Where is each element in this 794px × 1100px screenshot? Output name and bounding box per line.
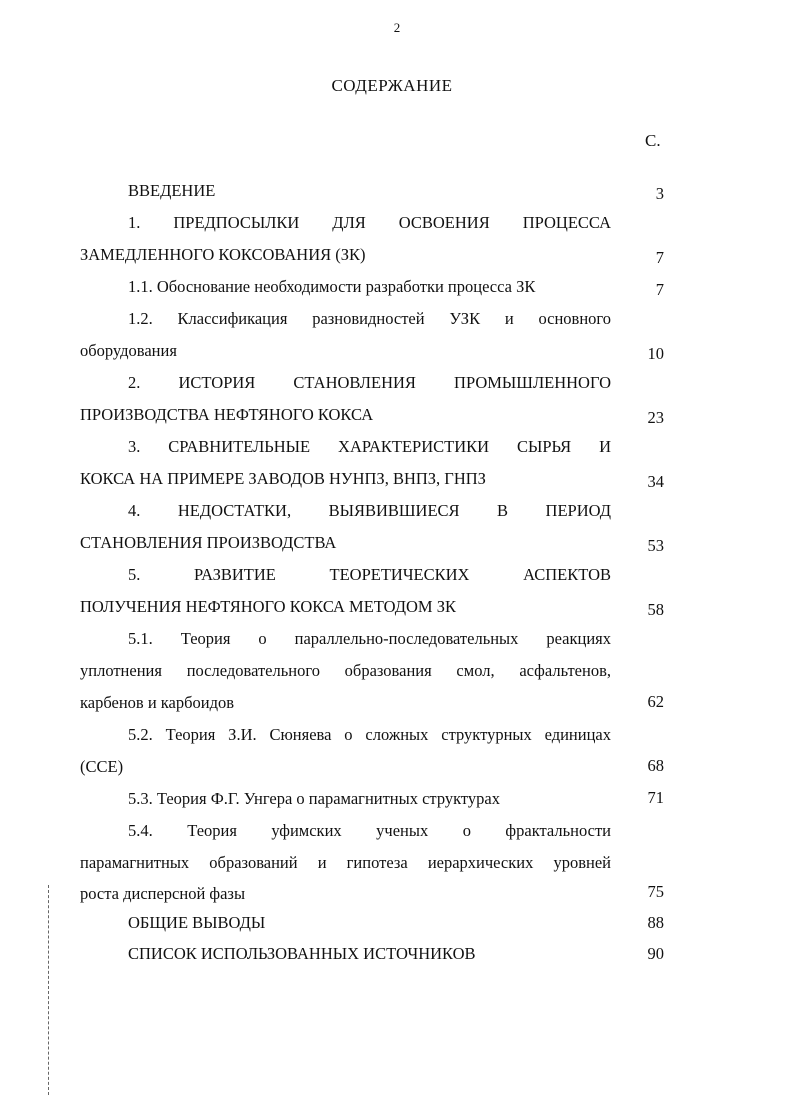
toc-entry-line: 3. СРАВНИТЕЛЬНЫЕ ХАРАКТЕРИСТИКИ СЫРЬЯ И bbox=[128, 437, 611, 456]
toc-entry-line: карбенов и карбоидов bbox=[80, 693, 235, 712]
toc-entry-line: ПОЛУЧЕНИЯ НЕФТЯНОГО КОКСА МЕТОДОМ ЗК bbox=[80, 597, 456, 616]
toc-entry-line: СПИСОК ИСПОЛЬЗОВАННЫХ ИСТОЧНИКОВ bbox=[128, 944, 476, 963]
toc-entry-line: 1. ПРЕДПОСЫЛКИ ДЛЯ ОСВОЕНИЯ ПРОЦЕССА bbox=[128, 213, 611, 232]
toc-entry-line: уплотнения последовательного образования смол, асфальтенов, bbox=[80, 661, 611, 680]
toc-entry-line: (ССЕ) bbox=[80, 757, 124, 776]
page-title: СОДЕРЖАНИЕ bbox=[331, 76, 453, 95]
toc-page-number: 7 bbox=[655, 280, 664, 299]
toc-entry-line: 1.2. Классификация разновидностей УЗК и основного bbox=[128, 309, 611, 328]
toc-entry-line: 2. ИСТОРИЯ СТАНОВЛЕНИЯ ПРОМЫШЛЕННОГО bbox=[128, 373, 611, 392]
toc-entry-line: ВВЕДЕНИЕ bbox=[128, 181, 216, 200]
page-column-label: С. bbox=[645, 131, 661, 150]
toc-page-number: 10 bbox=[647, 344, 664, 363]
toc-page-number: 90 bbox=[647, 944, 664, 963]
toc-page-number: 68 bbox=[647, 756, 664, 775]
toc-entry-line: 5.4. Теория уфимских ученых о фрактальности bbox=[128, 821, 611, 840]
toc-entry-line: 5. РАЗВИТИЕ ТЕОРЕТИЧЕСКИХ АСПЕКТОВ bbox=[128, 565, 611, 584]
toc-entry-line: ОБЩИЕ ВЫВОДЫ bbox=[128, 913, 266, 932]
toc-entry-line: оборудования bbox=[80, 341, 177, 360]
toc-entry-line: ЗАМЕДЛЕННОГО КОКСОВАНИЯ (ЗК) bbox=[80, 245, 366, 264]
toc-entry-line: 5.3. Теория Ф.Г. Унгера о парамагнитных структурах bbox=[128, 789, 500, 808]
toc-entry-line: парамагнитных образований и гипотеза иерархических уровней bbox=[80, 853, 611, 872]
toc-entry-line: КОКСА НА ПРИМЕРЕ ЗАВОДОВ НУНПЗ, ВНПЗ, ГНПЗ bbox=[80, 469, 486, 488]
toc-entry-line: СТАНОВЛЕНИЯ ПРОИЗВОДСТВА bbox=[80, 533, 337, 552]
toc-entry-line: роста дисперсной фазы bbox=[80, 884, 246, 903]
toc-entry-line: 5.2. Теория З.И. Сюняева о сложных структурных единицах bbox=[128, 725, 611, 744]
scan-margin-artifact bbox=[48, 885, 52, 1095]
toc-page-number: 88 bbox=[647, 913, 664, 932]
toc-page-number: 75 bbox=[647, 882, 664, 901]
toc-page-number: 34 bbox=[647, 472, 664, 491]
page-number: 2 bbox=[393, 20, 401, 35]
toc-page-number: 3 bbox=[655, 184, 664, 203]
toc-page-number: 58 bbox=[647, 600, 664, 619]
toc-entry-line: 5.1. Теория о параллельно-последовательных реакциях bbox=[128, 629, 611, 648]
toc-entry-line: 1.1. Обоснование необходимости разработки процесса ЗК bbox=[128, 277, 536, 296]
toc-page-number: 53 bbox=[647, 536, 664, 555]
toc-page-number: 23 bbox=[647, 408, 664, 427]
toc-entry-line: ПРОИЗВОДСТВА НЕФТЯНОГО КОКСА bbox=[80, 405, 374, 424]
toc-page-number: 7 bbox=[655, 248, 664, 267]
toc-page-number: 71 bbox=[647, 788, 664, 807]
toc-page-number: 62 bbox=[647, 692, 664, 711]
toc-entry-line: 4. НЕДОСТАТКИ, ВЫЯВИВШИЕСЯ В ПЕРИОД bbox=[128, 501, 611, 520]
